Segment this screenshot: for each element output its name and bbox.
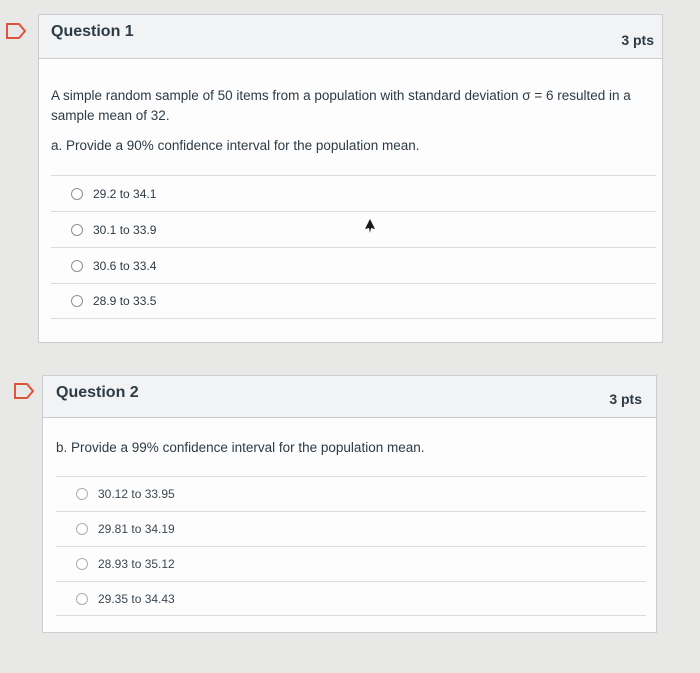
flag-icon: [13, 383, 35, 399]
question-1-points: 3 pts: [621, 32, 654, 48]
question-2-title: Question 2: [56, 384, 139, 401]
question-1-text-line-2: sample mean of 32.: [51, 108, 170, 123]
answer-label: 30.12 to 33.95: [98, 487, 175, 501]
answer-label: 28.93 to 35.12: [98, 557, 175, 571]
answer-label: 29.81 to 34.19: [98, 522, 175, 536]
answer-label: 30.1 to 33.9: [93, 222, 157, 237]
question-2-answers: [56, 476, 646, 614]
radio-button[interactable]: [71, 295, 83, 307]
answer-label: 29.2 to 34.1: [93, 186, 157, 201]
flag-question-1[interactable]: [4, 22, 28, 40]
radio-button[interactable]: [76, 523, 88, 535]
cursor-arrow-icon: [364, 219, 376, 233]
radio-button[interactable]: [71, 224, 83, 236]
answer-option[interactable]: [51, 175, 656, 211]
question-1-title: Question 1: [51, 23, 134, 40]
answer-label: 29.35 to 34.43: [98, 591, 175, 606]
answer-option[interactable]: [56, 546, 646, 581]
radio-button[interactable]: [76, 593, 88, 605]
answer-option[interactable]: [51, 211, 656, 247]
question-1-header: [39, 15, 662, 59]
question-2-card: [42, 375, 657, 633]
question-1-answers: [51, 175, 656, 321]
question-2-prompt: b. Provide a 99% confidence interval for the population mean.: [56, 440, 425, 455]
answer-label: 30.6 to 33.4: [93, 258, 157, 273]
question-2-points: 3 pts: [609, 391, 642, 407]
answer-option[interactable]: [56, 476, 646, 511]
answer-label: 28.9 to 33.5: [93, 294, 157, 308]
flag-question-2[interactable]: [12, 382, 36, 400]
radio-button[interactable]: [76, 558, 88, 570]
question-1-text-line-1: A simple random sample of 50 items from a population with standard deviation σ = 6 resulted in a: [51, 88, 631, 103]
answer-option[interactable]: [51, 283, 656, 319]
answer-option[interactable]: [56, 581, 646, 616]
question-1-card: [38, 14, 663, 343]
radio-button[interactable]: [76, 488, 88, 500]
answer-option[interactable]: [51, 247, 656, 283]
radio-button[interactable]: [71, 188, 83, 200]
answer-option[interactable]: [56, 511, 646, 546]
question-1-text: [51, 86, 656, 126]
question-1-prompt: a. Provide a 90% confidence interval for the population mean.: [51, 138, 420, 153]
question-2-header: [43, 376, 656, 418]
flag-icon: [5, 23, 27, 39]
radio-button[interactable]: [71, 260, 83, 272]
